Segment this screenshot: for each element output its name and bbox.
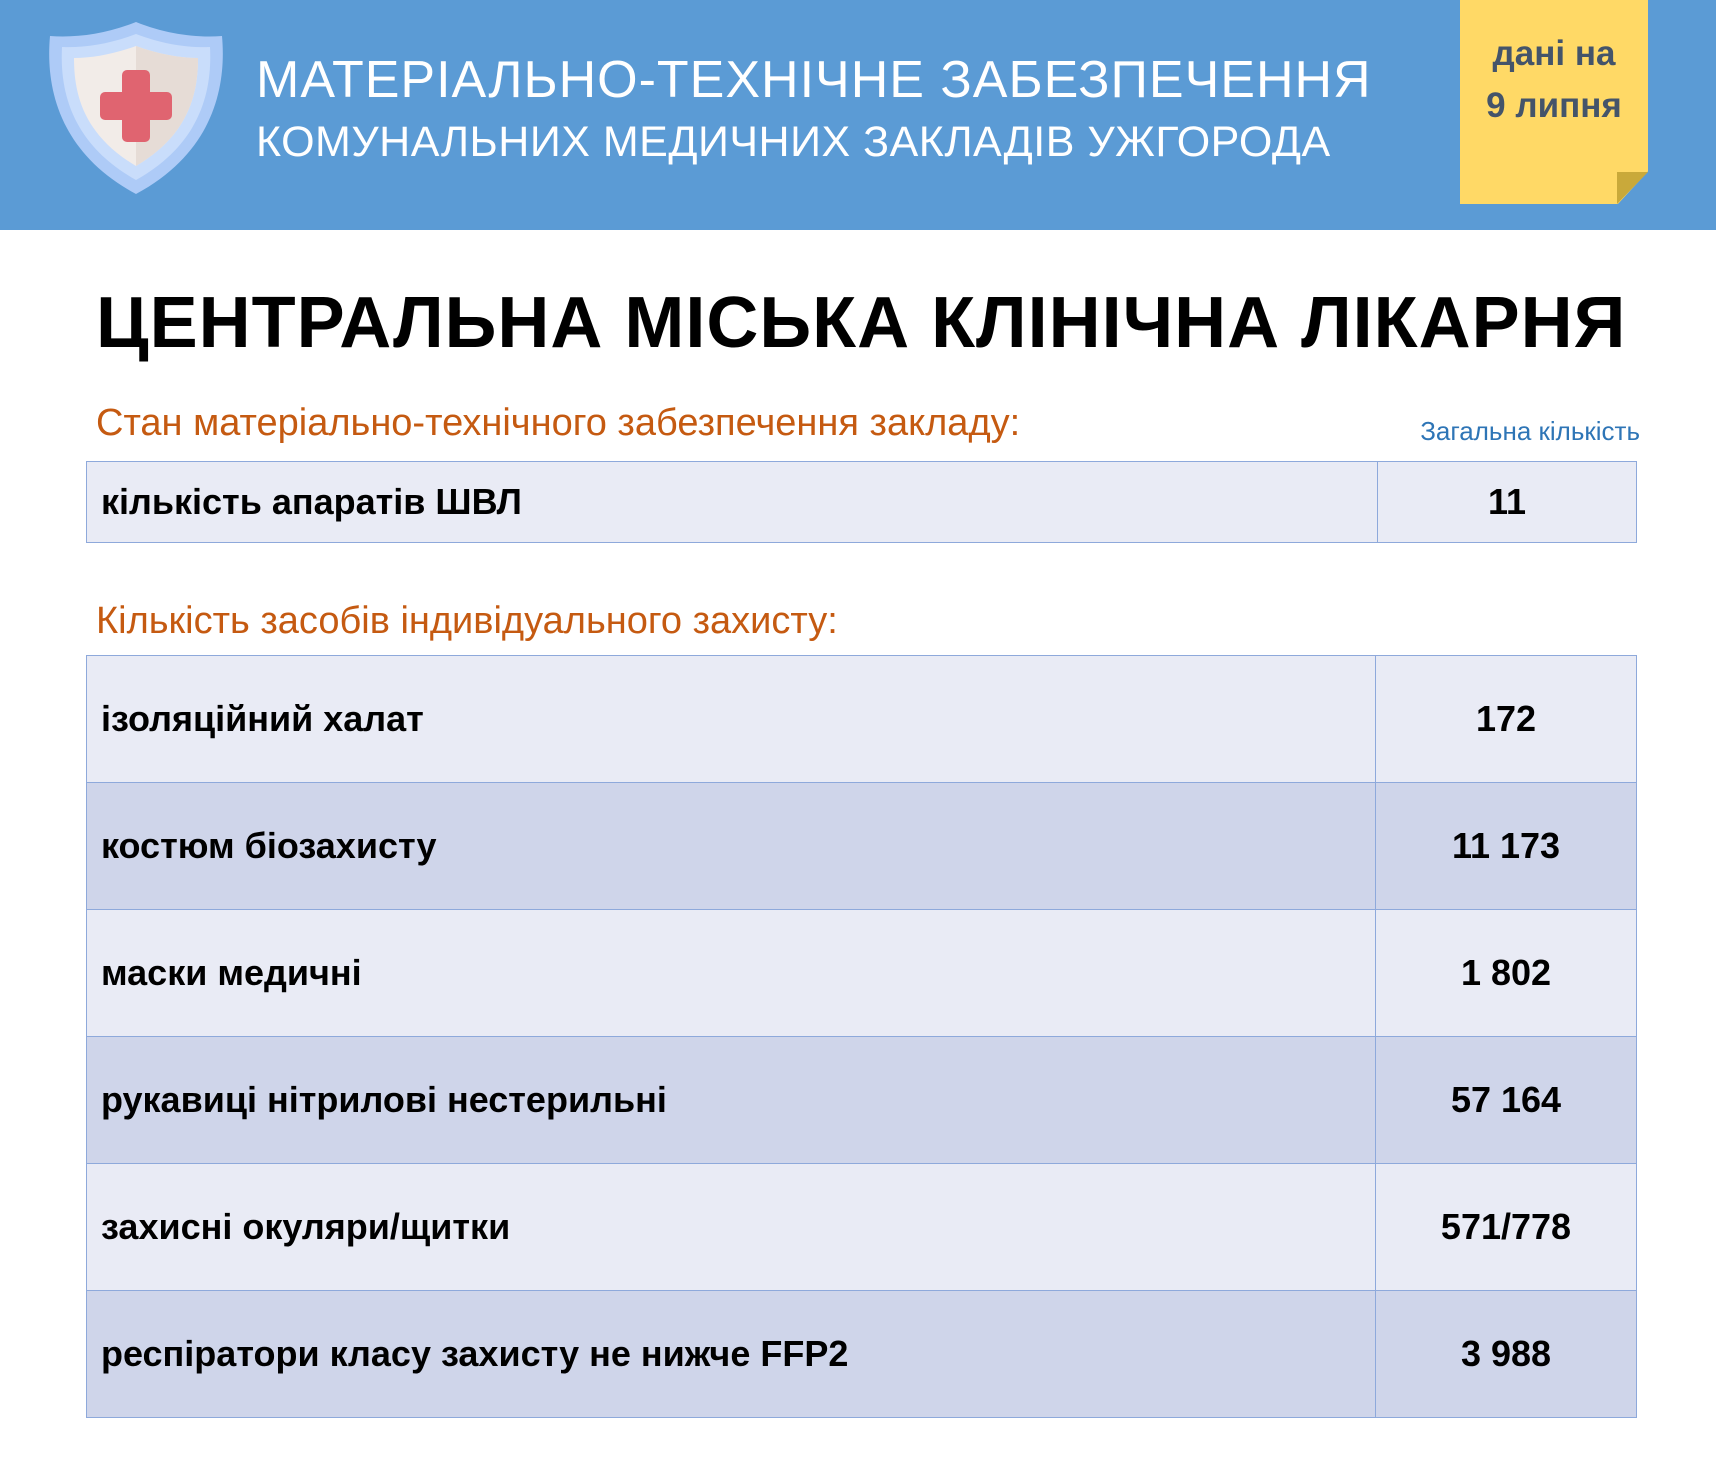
row-label: ізоляційний халат bbox=[87, 656, 1376, 783]
row-label: кількість апаратів ШВЛ bbox=[87, 462, 1378, 543]
table-row bbox=[87, 656, 1637, 783]
row-value: 172 bbox=[1376, 656, 1637, 783]
row-label: костюм біозахисту bbox=[87, 783, 1376, 910]
header-title-line2: КОМУНАЛЬНИХ МЕДИЧНИХ ЗАКЛАДІВ УЖГОРОДА bbox=[256, 118, 1331, 166]
date-note-line1: дані на bbox=[1492, 34, 1616, 73]
row-label: захисні окуляри/щитки bbox=[87, 1164, 1376, 1291]
medical-shield-icon bbox=[46, 20, 226, 196]
table-row bbox=[87, 910, 1637, 1037]
date-note-text bbox=[1460, 28, 1648, 132]
row-value: 1 802 bbox=[1376, 910, 1637, 1037]
row-value: 11 bbox=[1378, 462, 1637, 543]
table-row bbox=[87, 462, 1637, 543]
table-row bbox=[87, 1291, 1637, 1418]
row-label: маски медичні bbox=[87, 910, 1376, 1037]
table-row bbox=[87, 1164, 1637, 1291]
total-column-header: Загальна кількість bbox=[1420, 416, 1640, 446]
equipment-section-title: Стан матеріально-технічного забезпечення закладу: bbox=[96, 402, 1021, 444]
hospital-name: ЦЕНТРАЛЬНА МІСЬКА КЛІНІЧНА ЛІКАРНЯ bbox=[96, 283, 1627, 363]
header-title-line1: МАТЕРІАЛЬНО-ТЕХНІЧНЕ ЗАБЕЗПЕЧЕННЯ bbox=[256, 51, 1372, 109]
header-banner bbox=[0, 0, 1716, 230]
table-row bbox=[87, 783, 1637, 910]
row-value: 11 173 bbox=[1376, 783, 1637, 910]
row-value: 57 164 bbox=[1376, 1037, 1637, 1164]
table-row bbox=[87, 1037, 1637, 1164]
row-value: 571/778 bbox=[1376, 1164, 1637, 1291]
ppe-section-title: Кількість засобів індивідуального захисту: bbox=[96, 600, 838, 642]
date-note-line2: 9 липня bbox=[1486, 86, 1622, 125]
equipment-table bbox=[86, 461, 1637, 543]
row-value: 3 988 bbox=[1376, 1291, 1637, 1418]
row-label: респіратори класу захисту не нижче FFP2 bbox=[87, 1291, 1376, 1418]
row-label: рукавиці нітрилові нестерильні bbox=[87, 1037, 1376, 1164]
ppe-table bbox=[86, 655, 1637, 1418]
